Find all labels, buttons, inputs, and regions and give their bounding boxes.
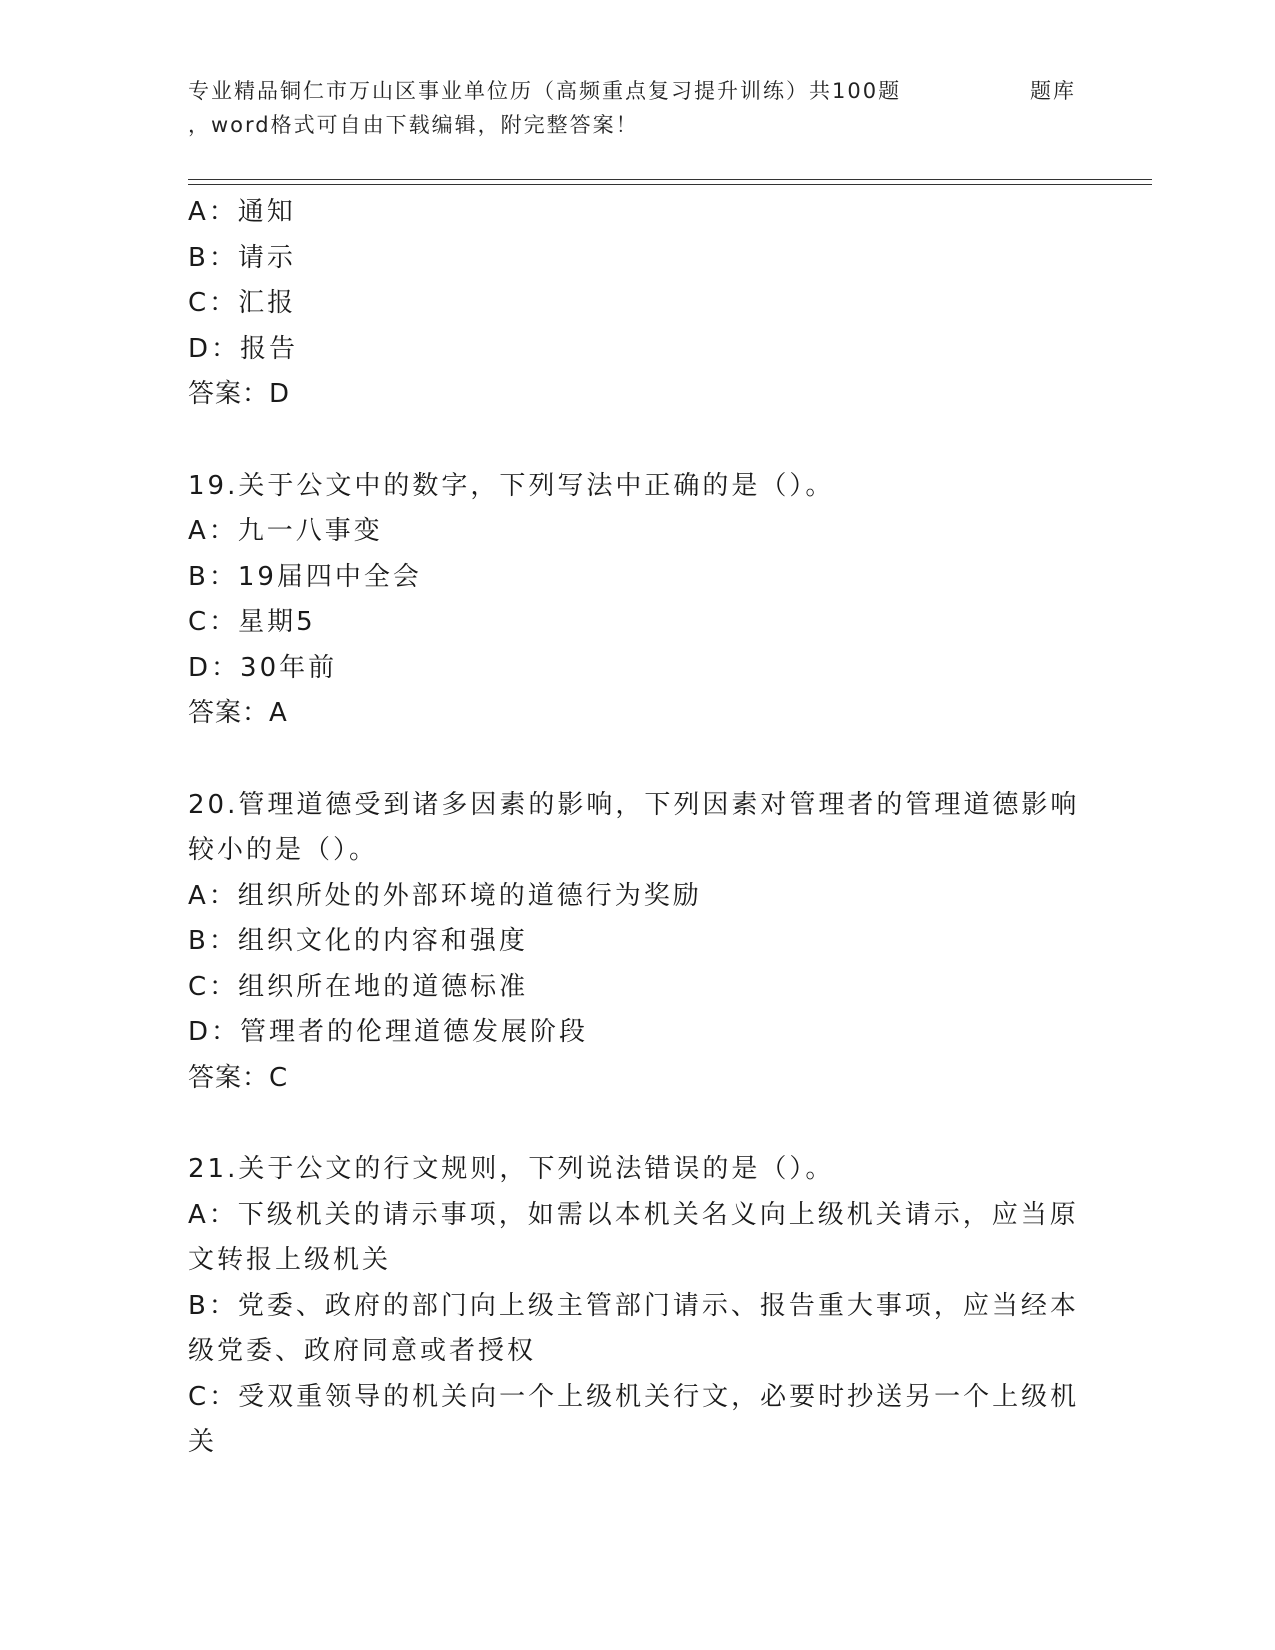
header-title-line1: 专业精品铜仁市万山区事业单位历（高频重点复习提升训练）共100题	[188, 79, 902, 103]
question-19-option-c: C：星期5	[188, 607, 316, 637]
question-21-block	[188, 1147, 1080, 1466]
question-21-option-b-line1: B：党委、政府的部门向上级主管部门请示、报告重大事项，应当经本	[188, 1290, 1079, 1321]
question-18-block	[188, 190, 1068, 418]
header-title-tag: 题库	[1030, 79, 1076, 103]
question-19-block	[188, 464, 1068, 737]
question-20-stem-line2: 较小的是（）。	[188, 835, 379, 865]
question-20-stem-line1: 20.管理道德受到诸多因素的影响，下列因素对管理者的管理道德影响	[188, 789, 1080, 820]
header-divider-top	[188, 179, 1152, 180]
question-20-option-d: D：管理者的伦理道德发展阶段	[188, 1017, 589, 1047]
header-title-line2: ，word格式可自由下载编辑，附完整答案！	[188, 113, 639, 137]
question-spacer	[188, 1101, 1068, 1147]
question-18-answer: 答案：D	[188, 379, 291, 409]
question-21-option-a-line2: 文转报上级机关	[188, 1245, 392, 1275]
question-20-block	[188, 783, 1080, 1102]
question-18-option-c: C：汇报	[188, 288, 297, 318]
question-content	[188, 190, 1080, 1466]
question-21-option-a-line1: A：下级机关的请示事项，如需以本机关名义向上级机关请示，应当原	[188, 1199, 1079, 1230]
question-20-option-b: B：组织文化的内容和强度	[188, 926, 528, 956]
question-21-option-c-line1: C：受双重领导的机关向一个上级机关行文，必要时抄送另一个上级机	[188, 1381, 1080, 1412]
question-21-option-c-line2: 关	[188, 1427, 218, 1457]
question-19-stem: 19.关于公文中的数字，下列写法中正确的是（）。	[188, 470, 835, 501]
question-18-option-b: B：请示	[188, 242, 296, 273]
document-header	[188, 74, 1088, 142]
question-spacer	[188, 418, 1068, 464]
question-19-option-d: D：30年前	[188, 652, 338, 683]
question-19-option-a: A：九一八事变	[188, 516, 383, 546]
question-spacer	[188, 737, 1068, 783]
question-20-option-c: C：组织所在地的道德标准	[188, 971, 529, 1002]
question-19-answer: 答案：A	[188, 698, 288, 728]
question-20-answer: 答案：C	[188, 1062, 289, 1093]
question-18-option-a: A：通知	[188, 197, 296, 227]
question-21-stem: 21.关于公文的行文规则，下列说法错误的是（）。	[188, 1154, 835, 1184]
question-19-option-b: B：19届四中全会	[188, 561, 422, 592]
question-18-option-d: D：报告	[188, 333, 299, 364]
header-divider-bottom	[188, 184, 1152, 185]
question-20-option-a: A：组织所处的外部环境的道德行为奖励	[188, 880, 702, 911]
question-21-option-b-line2: 级党委、政府同意或者授权	[188, 1336, 537, 1366]
